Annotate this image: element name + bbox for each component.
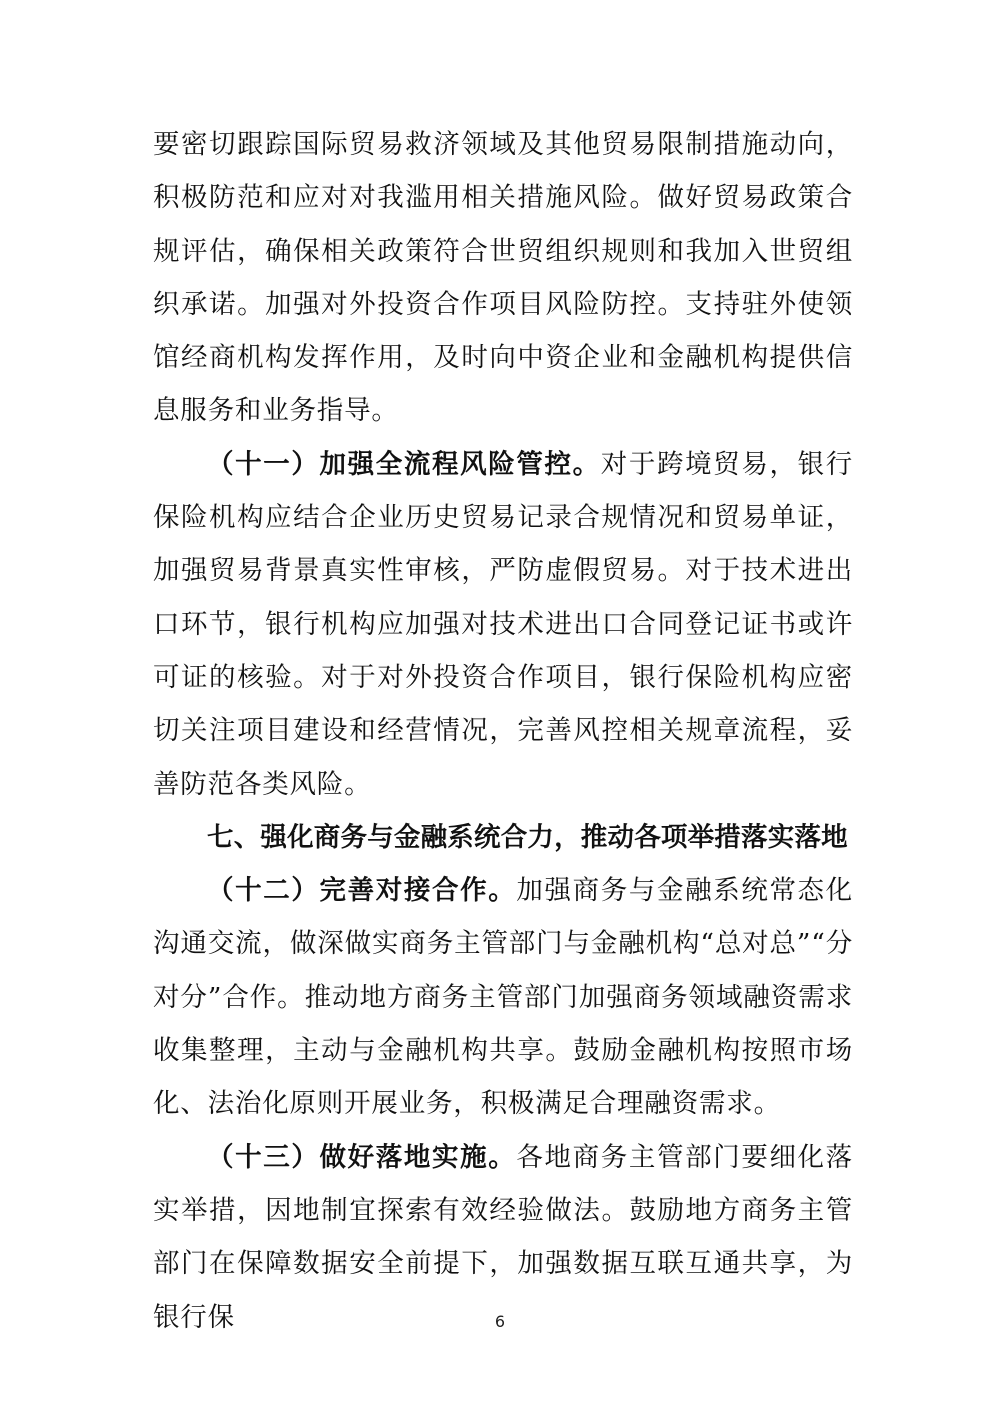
body-paragraph-3 <box>153 864 853 1130</box>
paragraph-text: 对于跨境贸易，银行保险机构应结合企业历史贸易记录合规情况和贸易单证，加强贸易背景真实性审核，严防虚假贸易。对于技术进出口环节，银行机构应加强对技术进出口合同登记证书或许可证的核验。对于对外投资合作项目，银行保险机构应密切关注项目建设和经营情况，完善风控相关规章流程，妥善防范各类风险。 <box>153 448 853 800</box>
body-paragraph-2 <box>153 438 853 811</box>
paragraph-lead-heading: （十一）加强全流程风险管控。 <box>207 448 601 480</box>
paragraph-text: 加强商务与金融系统常态化沟通交流，做深做实商务主管部门与金融机构“总对总”“分对分”合作。推动地方商务主管部门加强商务领域融资需求收集整理，主动与金融机构共享。鼓励金融机构按照市场化、法治化原则开展业务，积极满足合理融资需求。 <box>153 875 853 1120</box>
page-number: 6 <box>494 1312 506 1331</box>
section-heading: 七、强化商务与金融系统合力，推动各项举措落实落地 <box>207 821 848 853</box>
paragraph-lead-heading: （十三）做好落地实施。 <box>207 1141 517 1173</box>
paragraph-lead-heading: （十二）完善对接合作。 <box>207 875 517 907</box>
document-body <box>153 118 853 1344</box>
paragraph-text: 要密切跟踪国际贸易救济领域及其他贸易限制措施动向，积极防范和应对对我滥用相关措施风险。做好贸易政策合规评估，确保相关政策符合世贸组织规则和我加入世贸组织承诺。加强对外投资合作项目风险防控。支持驻外使领馆经商机构发挥作用，及时向中资企业和金融机构提供信息服务和业务指导。 <box>153 129 853 427</box>
body-paragraph-1 <box>153 118 853 438</box>
paragraph-text: 各地商务主管部门要细化落实举措，因地制宜探索有效经验做法。鼓励地方商务主管部门在保障数据安全前提下，加强数据互联互通共享，为银行保 <box>153 1141 853 1333</box>
